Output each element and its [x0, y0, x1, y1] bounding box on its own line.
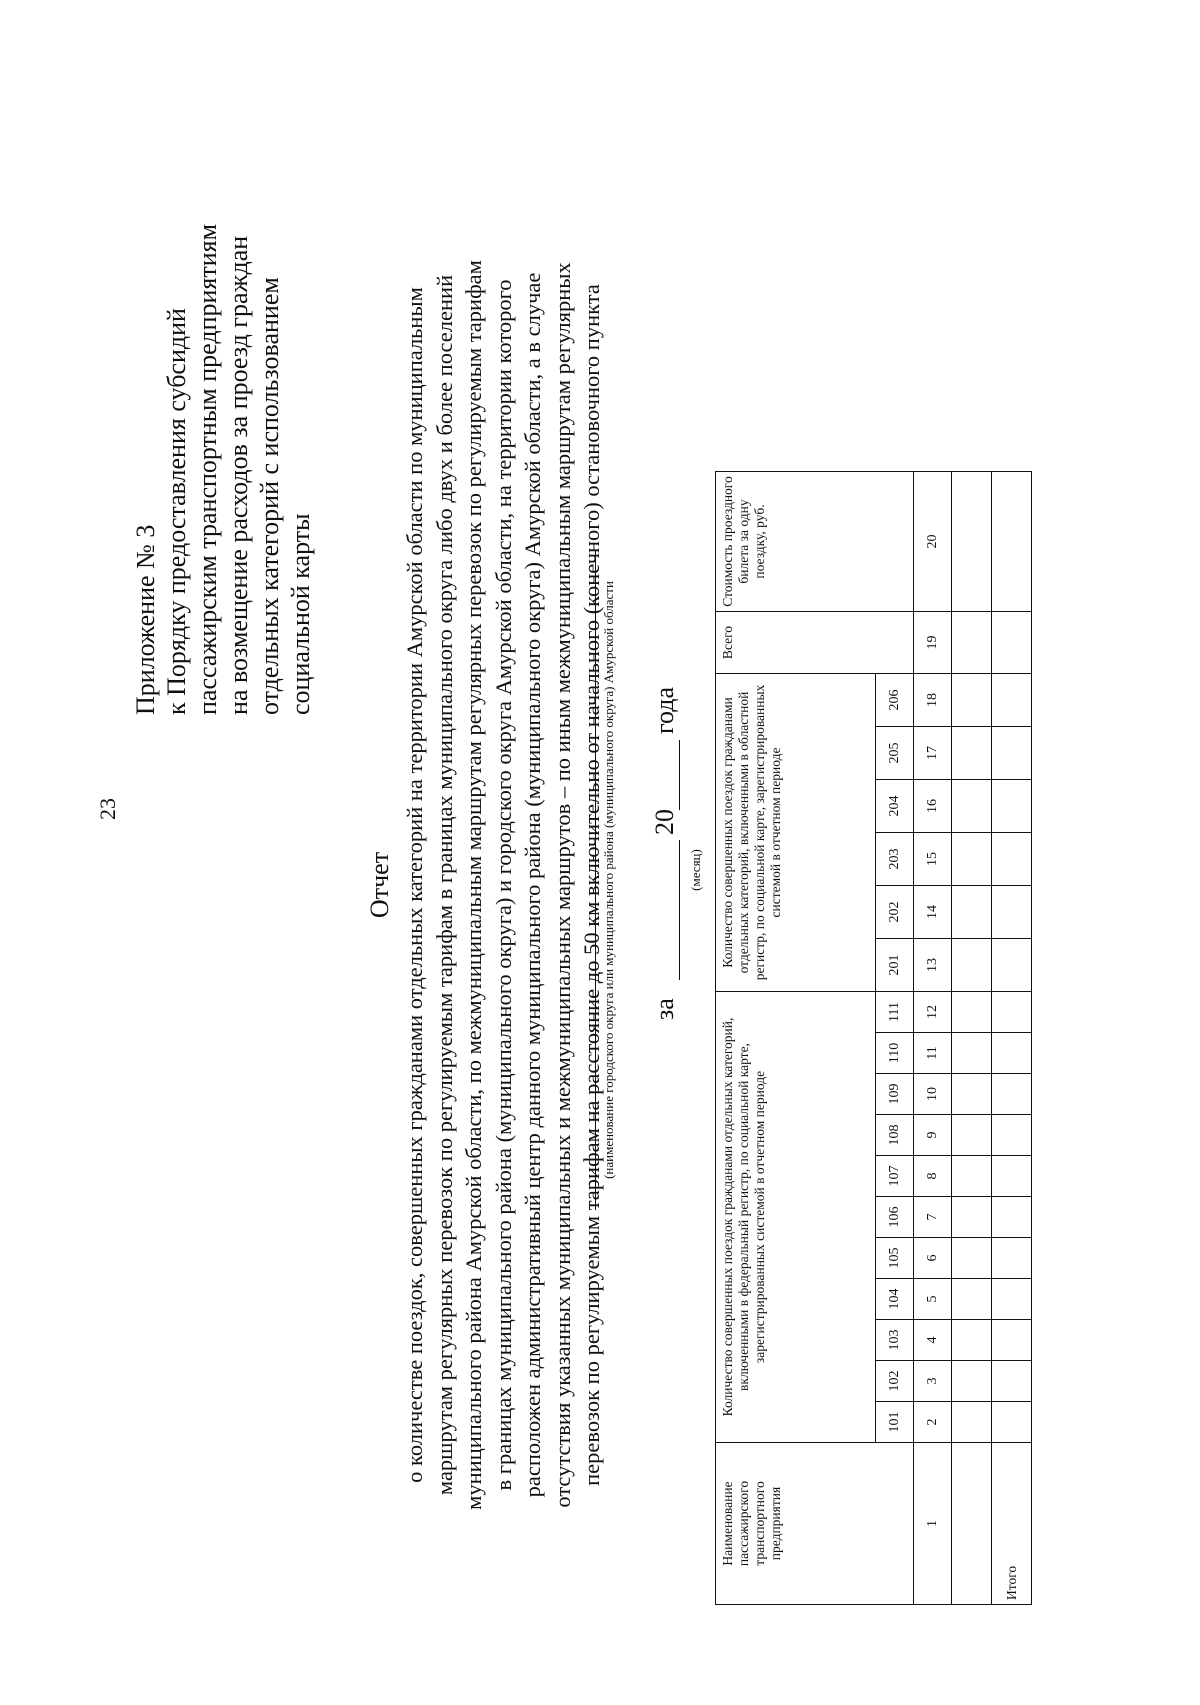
code-cell: 103	[876, 1320, 914, 1361]
column-number-cell: 15	[914, 833, 952, 886]
column-number-cell: 6	[914, 1238, 952, 1279]
report-line: маршрутам регулярных перевозок по регулируемым тарифам в границах муниципального округа либо двух и более поселений	[431, 274, 457, 1496]
period-year: 20	[650, 809, 679, 835]
period-suffix: года	[650, 686, 679, 734]
column-number-cell: 20	[914, 472, 952, 612]
appendix-line: Приложение № 3	[131, 524, 160, 715]
code-cell: 206	[876, 674, 914, 727]
report-line: о количестве поездок, совершенных гражданами отдельных категорий на территории Амурской области по муниципальным	[402, 287, 427, 1483]
column-number-cell: 9	[914, 1115, 952, 1156]
header-enterprise-name: Наименование пассажирского транспортного предприятия	[716, 1443, 914, 1605]
header-ticket-cost: Стоимость проездного билета за одну поездку, руб.	[716, 472, 914, 612]
code-cell: 102	[876, 1361, 914, 1402]
page-number: 23	[95, 798, 120, 820]
org-name-caption: (наименование городского округа или муниципального района (муниципального округа) Амурской области	[601, 581, 616, 1179]
appendix-line: пассажирским транспортным предприятиям	[193, 223, 222, 715]
header-federal-trips: Количество совершенных поездок гражданами отдельных категорий, включенными в федеральный регистр, по социальной карте, зарегистрированных системой в отчетном периоде	[716, 992, 876, 1443]
report-line: в границах муниципального района (муниципального округа) и городского округа Амурской области, на территории которого	[490, 279, 516, 1491]
code-cell: 203	[876, 833, 914, 886]
code-cell: 110	[876, 1033, 914, 1074]
column-number-cell: 14	[914, 886, 952, 939]
appendix-line: на возмещение расходов за проезд граждан	[224, 235, 253, 715]
report-title: Отчет	[365, 851, 394, 919]
code-cell: 101	[876, 1402, 914, 1443]
code-cell: 109	[876, 1074, 914, 1115]
month-blank-line	[679, 840, 680, 980]
column-number-cell: 5	[914, 1279, 952, 1320]
rotated-page	[0, 150, 1200, 1620]
code-cell: 205	[876, 727, 914, 780]
column-number-cell: 11	[914, 1033, 952, 1074]
column-number-cell: 4	[914, 1320, 952, 1361]
column-number-cell: 19	[914, 612, 952, 674]
appendix-line: социальной карты	[286, 513, 315, 715]
column-number-cell: 3	[914, 1361, 952, 1402]
report-description	[400, 200, 607, 1570]
appendix-block	[130, 155, 316, 715]
column-number-cell: 12	[914, 992, 952, 1033]
month-caption: (месяц)	[688, 849, 703, 891]
header-regional-trips: Количество совершенных поездок гражданами отдельных категорий, включенными в областной регистр, по социальной карте, зарегистрированных системой в отчетном периоде	[716, 674, 876, 992]
report-line: перевозок по регулируемым тарифам на расстояние до 50 км включительно от начального (конечного) остановочного пункта	[579, 284, 604, 1486]
column-number-cell: 1	[914, 1443, 952, 1605]
code-cell: 106	[876, 1197, 914, 1238]
code-cell: 111	[876, 992, 914, 1033]
report-form-table	[715, 471, 1032, 1605]
header-total: Всего	[716, 612, 914, 674]
report-line: расположен административный центр данного муниципального района (муниципального округа) Амурской области, а в случае	[520, 272, 545, 1498]
column-number-cell: 13	[914, 939, 952, 992]
code-cell: 204	[876, 780, 914, 833]
report-line: муниципального района Амурской области, по межмуниципальным маршрутам регулярных перевозок по регулируемым тарифам	[461, 260, 486, 1510]
appendix-line: к Порядку предоставления субсидий	[162, 308, 191, 715]
code-cell: 108	[876, 1115, 914, 1156]
column-number-cell: 7	[914, 1197, 952, 1238]
code-cell: 107	[876, 1156, 914, 1197]
column-number-cell: 18	[914, 674, 952, 727]
code-cell: 202	[876, 886, 914, 939]
total-label: Итого	[992, 1443, 1032, 1605]
code-cell: 104	[876, 1279, 914, 1320]
report-period	[645, 620, 681, 1020]
column-number-cell: 10	[914, 1074, 952, 1115]
column-number-cell: 2	[914, 1402, 952, 1443]
report-line: отсутствия указанных муниципальных и межмуниципальных маршрутов – по иным межмуниципальным маршрутам регулярных	[549, 262, 575, 1508]
appendix-line: отдельных категорий с использованием	[255, 277, 284, 715]
column-number-cell: 8	[914, 1156, 952, 1197]
column-number-cell: 17	[914, 727, 952, 780]
code-cell: 105	[876, 1238, 914, 1279]
code-cell: 201	[876, 939, 914, 992]
period-prefix: за	[650, 998, 679, 1020]
year-blank-line	[679, 740, 680, 810]
column-number-cell: 16	[914, 780, 952, 833]
table-row-empty	[952, 472, 992, 1605]
table-row-total	[992, 472, 1032, 1605]
org-name-blank-line	[595, 550, 596, 1210]
